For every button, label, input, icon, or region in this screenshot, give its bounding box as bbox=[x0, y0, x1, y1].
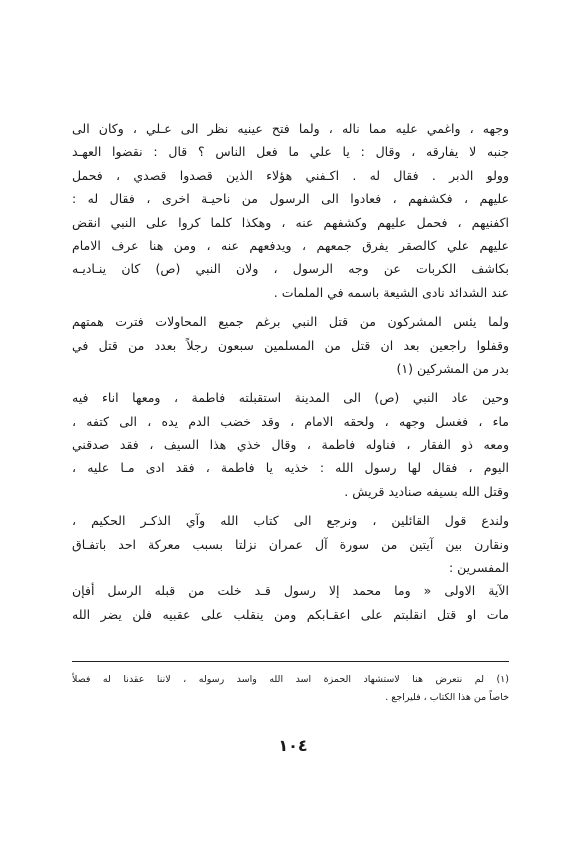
footnote-divider bbox=[72, 661, 509, 662]
main-text-block bbox=[72, 117, 509, 626]
text-line: ونقارن بين آيتين من سورة آل عمران نزلتا بسبب معركة احد باتفـاق bbox=[72, 536, 509, 552]
text-line: ماء ، فغسل وجهه ، ولحقه الامام ، وقد خضب الدم يده ، الى كتفه ، bbox=[72, 413, 509, 429]
text-line: عند الشدائد نادى الشيعة باسمه في الملمات . bbox=[273, 284, 509, 300]
text-line: اليوم ، فقال لها رسول الله : خذيه يا فاطمة ، فقد ادى مـا عليه ، bbox=[72, 460, 509, 476]
text-line: وقتل الله بسيفه صناديد قريش . bbox=[344, 483, 509, 499]
text-line: وقفلوا راجعين بعد ان قتل من المسلمين سبعون رجلاً بعدد من قتل في bbox=[72, 337, 509, 353]
text-line: جنبه لا يفارقه ، وقال : يا علي ما فعل الناس ؟ قال : نقضوا العهـد bbox=[72, 144, 509, 160]
text-line: ومعه ذو الفقار ، فناوله فاطمة ، وقال خذي هذا السيف ، فقد صدقني bbox=[72, 437, 509, 453]
page-number: ١٠٤ bbox=[278, 736, 308, 755]
footnote-line: (١) لم نتعرض هنا لاستشهاد الحمزة اسد الله واسد رسوله ، لاننا عقدنا له فصلاً bbox=[72, 674, 509, 685]
text-line: المفسرين : bbox=[448, 560, 509, 576]
text-line: وجهه ، واغمي عليه مما ناله ، ولما فتح عينيه نظر الى عـلي ، وكان الى bbox=[72, 121, 509, 136]
text-line: وحين عاد النبي (ص) الى المدينة استقبلته فاطمة ، ومعها اناء فيه bbox=[72, 390, 509, 406]
text-line: عليهم علي كالصقر يفرق جمعهم ، ويدفعهم عنه ، ومن هنا عرف الامام bbox=[72, 237, 509, 253]
text-line: بكاشف الكربات عن وجه الرسول ، ولان النبي (ص) كان ينـاديـه bbox=[72, 261, 509, 277]
footnote-block bbox=[72, 671, 509, 707]
footnote-line: خاصاً من هذا الكتاب ، فليراجع . bbox=[385, 692, 509, 703]
text-line: اكفنيهم ، فحمل عليهم وكشفهم عنه ، وهكذا كلما كروا على النبي انقض bbox=[72, 214, 509, 230]
text-line: وولو الدبر . فقال له . اكـفني هؤلاء الذين قصدوا قصدي ، فحمل bbox=[72, 167, 509, 183]
text-line: بدر من المشركين (١) bbox=[396, 360, 509, 376]
text-line: الآية الاولى « وما محمد إلا رسول قـد خلت من قبله الرسل أفإن bbox=[72, 583, 509, 599]
text-line: عليهم ، فكشفهم ، فعادوا الى الرسول من ناحيـة اخرى ، فقال له : bbox=[72, 191, 509, 207]
text-line: مات او قتل انقلبتم على اعقـابكم ومن ينقلب على عقبيه فلن يضر الله bbox=[72, 606, 509, 622]
text-line: ولما يئس المشركون من قتل النبي برغم جميع المحاولات فترت همتهم bbox=[72, 314, 509, 330]
text-line: ولندع قول القائلين ، ونرجع الى كتاب الله وآي الذكـر الحكيم ، bbox=[72, 513, 509, 529]
